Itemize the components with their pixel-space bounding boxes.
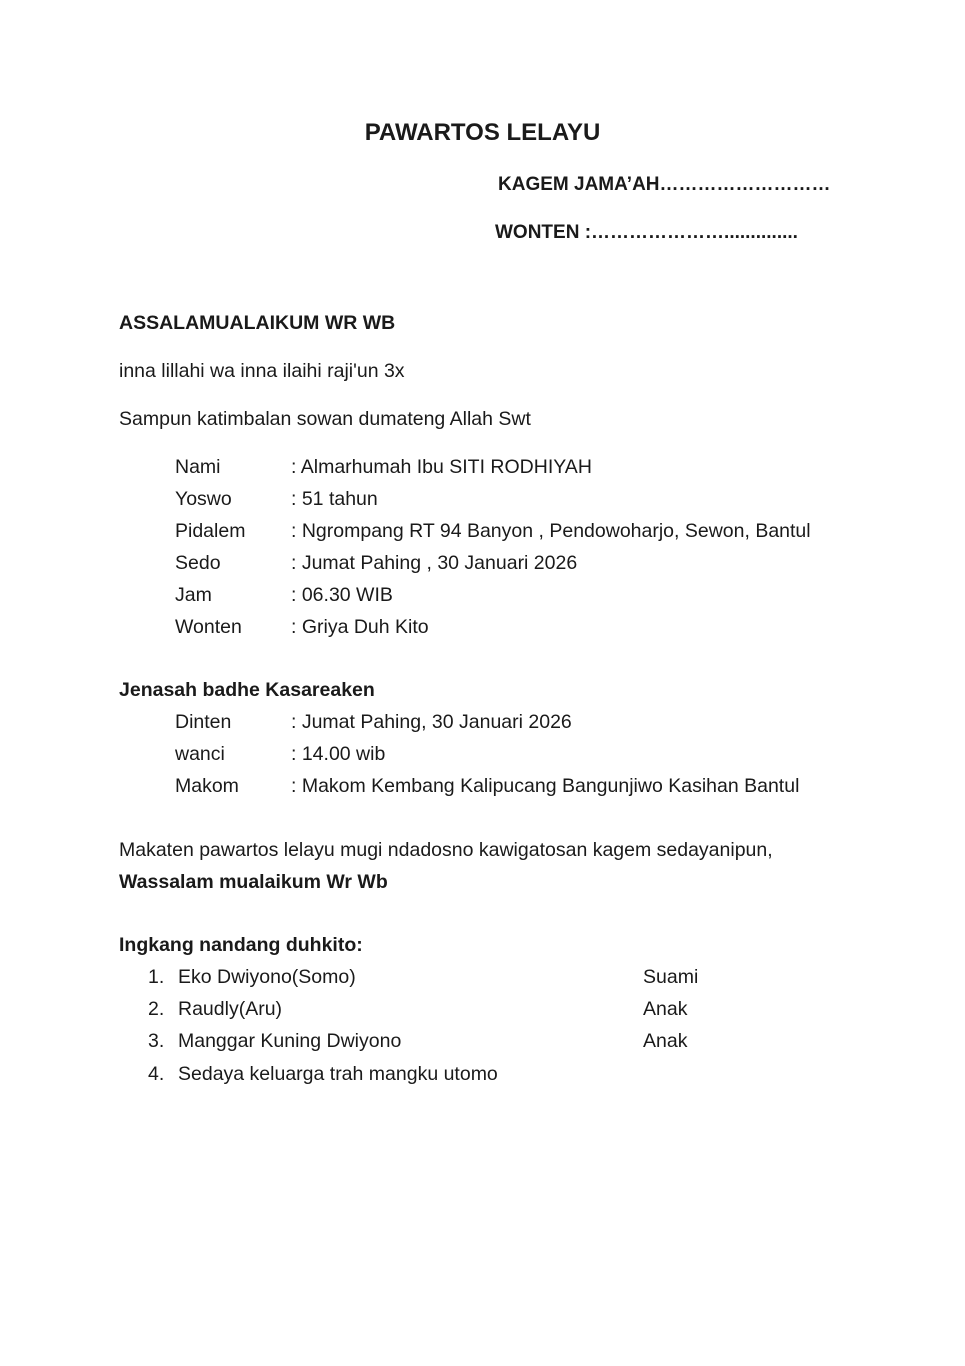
family-name: Sedaya keluarga trah mangku utomo — [178, 1063, 498, 1085]
detail-value-wonten: : Griya Duh Kito — [291, 616, 429, 638]
detail-label-yoswo: Yoswo — [175, 488, 232, 510]
detail-value-sedo: : Jumat Pahing , 30 Januari 2026 — [291, 552, 578, 574]
document-title: PAWARTOS LELAYU — [364, 119, 601, 146]
family-heading: Ingkang nandang duhkito: — [119, 934, 363, 956]
location-line: WONTEN :………………….............. — [495, 222, 798, 243]
closing-salam: Wassalam mualaikum Wr Wb — [119, 871, 388, 893]
burial-value-dinten: : Jumat Pahing, 30 Januari 2026 — [291, 711, 572, 733]
family-number: 4. — [148, 1063, 165, 1085]
istirja-text: inna lillahi wa inna ilaihi raji'un 3x — [119, 360, 405, 382]
family-relation: Anak — [643, 1030, 688, 1052]
burial-value-makom: : Makom Kembang Kalipucang Bangunjiwo Kasihan Bantul — [291, 775, 800, 797]
family-number: 2. — [148, 998, 165, 1020]
detail-label-sedo: Sedo — [175, 552, 221, 574]
family-relation: Suami — [643, 966, 699, 988]
burial-label-makom: Makom — [175, 775, 239, 797]
greeting: ASSALAMUALAIKUM WR WB — [119, 312, 396, 334]
family-relation: Anak — [643, 998, 688, 1020]
detail-label-jam: Jam — [175, 584, 212, 606]
intro-text: Sampun katimbalan sowan dumateng Allah Swt — [119, 408, 531, 430]
family-name: Eko Dwiyono(Somo) — [178, 966, 356, 988]
recipient-line: KAGEM JAMA’AH……………………… — [498, 174, 831, 195]
burial-value-wanci: : 14.00 wib — [291, 743, 386, 765]
family-name: Manggar Kuning Dwiyono — [178, 1030, 402, 1052]
detail-value-pidalem: : Ngrompang RT 94 Banyon , Pendowoharjo, Sewon, Bantul — [291, 520, 811, 542]
family-number: 1. — [148, 966, 165, 988]
burial-label-wanci: wanci — [175, 743, 225, 765]
family-number: 3. — [148, 1030, 165, 1052]
detail-value-jam: : 06.30 WIB — [291, 584, 393, 606]
burial-heading: Jenasah badhe Kasareaken — [119, 679, 375, 701]
detail-value-yoswo: : 51 tahun — [291, 488, 378, 510]
detail-label-nami: Nami — [175, 456, 221, 478]
detail-value-nami: : Almarhumah Ibu SITI RODHIYAH — [291, 456, 592, 478]
closing-text: Makaten pawartos lelayu mugi ndadosno kawigatosan kagem sedayanipun, — [119, 839, 773, 861]
detail-label-pidalem: Pidalem — [175, 520, 246, 542]
burial-label-dinten: Dinten — [175, 711, 232, 733]
detail-label-wonten: Wonten — [175, 616, 242, 638]
family-name: Raudly(Aru) — [178, 998, 283, 1020]
